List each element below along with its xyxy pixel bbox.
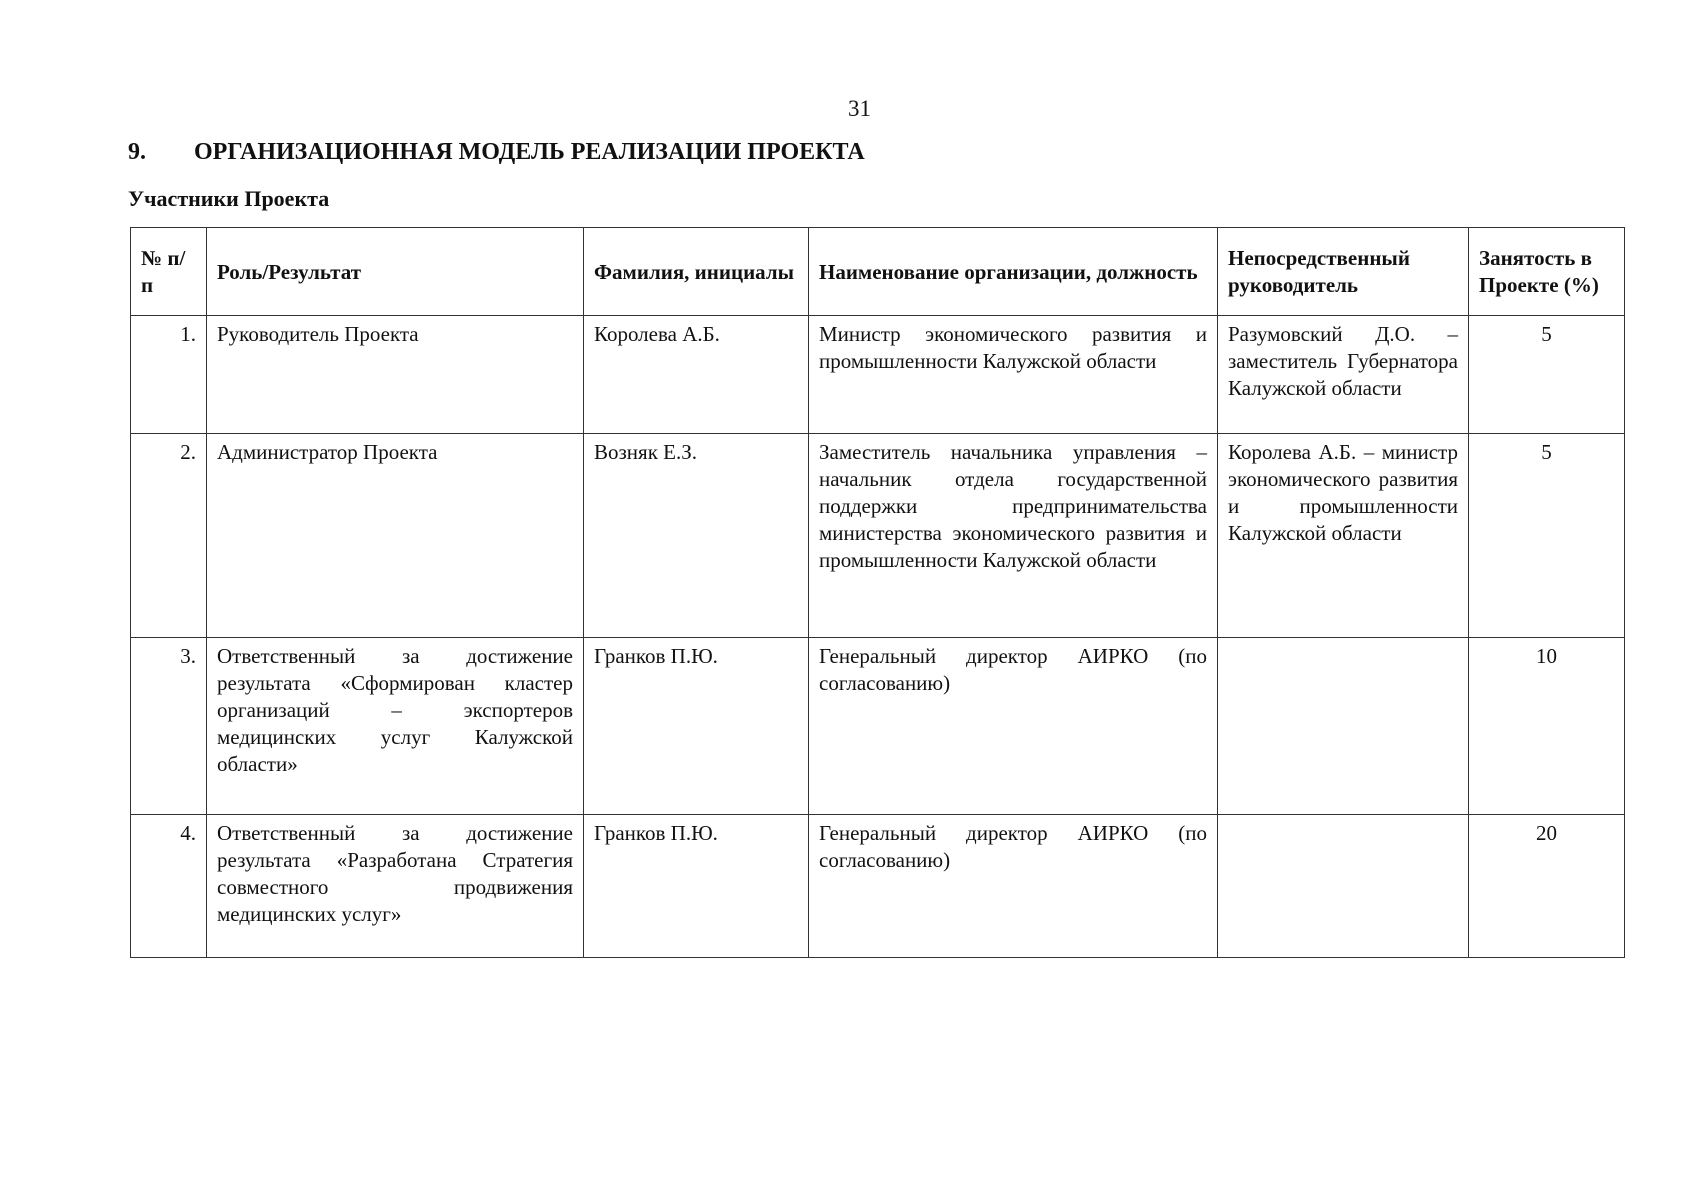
section-number: 9.	[128, 139, 146, 165]
cell-busy: 10	[1469, 638, 1625, 815]
page-number: 31	[848, 96, 871, 121]
section-heading	[128, 139, 865, 166]
header-supervisor: Непосредственный руководитель	[1218, 228, 1469, 316]
participants-subheading: Участники Проекта	[128, 186, 330, 211]
participants-table	[130, 227, 1625, 958]
cell-role: Администратор Проекта	[207, 434, 584, 638]
header-num: № п/п	[131, 228, 207, 316]
cell-role: Ответственный за достижение результата «Сформирован кластер организаций – экспортеров медицинских услуг Калужской области»	[207, 638, 584, 815]
header-role: Роль/Результат	[207, 228, 584, 316]
table-header-row	[131, 228, 1625, 316]
table-row	[131, 434, 1625, 638]
cell-role: Руководитель Проекта	[207, 316, 584, 434]
cell-supervisor: Королева А.Б. – министр экономического развития и промышленности Калужской области	[1218, 434, 1469, 638]
cell-org: Министр экономического развития и промышленности Калужской области	[809, 316, 1218, 434]
cell-name: Гранков П.Ю.	[584, 815, 809, 958]
section-title: ОРГАНИЗАЦИОННАЯ МОДЕЛЬ РЕАЛИЗАЦИИ ПРОЕКТА	[194, 139, 865, 165]
cell-org: Генеральный директор АИРКО (по согласованию)	[809, 815, 1218, 958]
cell-num: 3.	[131, 638, 207, 815]
cell-num: 1.	[131, 316, 207, 434]
header-name: Фамилия, инициалы	[584, 228, 809, 316]
table-row	[131, 316, 1625, 434]
cell-name: Королева А.Б.	[584, 316, 809, 434]
header-org: Наименование организации, должность	[809, 228, 1218, 316]
cell-busy: 5	[1469, 434, 1625, 638]
cell-supervisor: Разумовский Д.О. – заместитель Губернатора Калужской области	[1218, 316, 1469, 434]
table-row	[131, 638, 1625, 815]
cell-busy: 5	[1469, 316, 1625, 434]
cell-supervisor	[1218, 815, 1469, 958]
cell-supervisor	[1218, 638, 1469, 815]
cell-num: 4.	[131, 815, 207, 958]
table-row	[131, 815, 1625, 958]
cell-num: 2.	[131, 434, 207, 638]
header-busy: Занятость в Проекте (%)	[1469, 228, 1625, 316]
cell-role: Ответственный за достижение результата «Разработана Стратегия совместного продвижения медицинских услуг»	[207, 815, 584, 958]
cell-org: Генеральный директор АИРКО (по согласованию)	[809, 638, 1218, 815]
cell-busy: 20	[1469, 815, 1625, 958]
cell-name: Гранков П.Ю.	[584, 638, 809, 815]
cell-org: Заместитель начальника управления – начальник отдела государственной поддержки предпринимательства министерства экономического развития и промышленности Калужской области	[809, 434, 1218, 638]
cell-name: Возняк Е.З.	[584, 434, 809, 638]
